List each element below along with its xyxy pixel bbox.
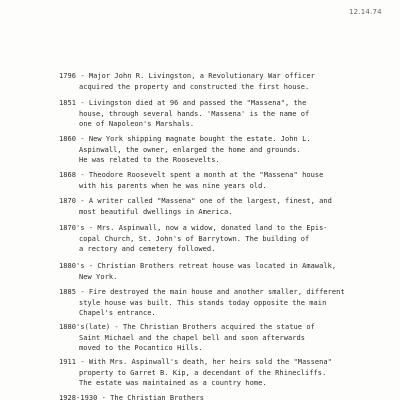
entry-line: 1880's(late) - The Christian Brothers acquired the statue of (59, 323, 315, 331)
entry-line: with his parents when he was nine years old. (79, 181, 267, 190)
entry-line: 1880's - Christian Brothers retreat house was located in Amawalk, (59, 262, 337, 270)
entry-line: copal Church, St. John's of Barrytown. The building of (79, 234, 310, 243)
timeline-entry (59, 223, 395, 255)
entry-line: Chapel's entrance. (79, 309, 156, 317)
entry-line: 1928-1930 - The Christian Brothers (59, 394, 204, 400)
entry-line: style house was built. This stands today opposite the main (79, 298, 327, 307)
timeline-entry (59, 71, 395, 92)
entry-line: 1868 - Theodore Roosevelt spent a month at the "Massena" house (59, 171, 324, 179)
entry-line: Aspinwall, the owner, enlarged the home and grounds. (79, 145, 301, 154)
entry-line: acquired the property and constructed the first house. (79, 82, 310, 91)
entry-line: He was related to the Roosevelts. (79, 156, 220, 164)
timeline-entry (59, 170, 395, 191)
timeline-entry (59, 98, 395, 130)
entry-line: 1860 - New York shipping magnate bought the estate. John L. (59, 135, 311, 143)
timeline-entry (59, 322, 395, 354)
timeline-entry (59, 287, 395, 319)
entry-line: 1851 - Livingston died at 96 and passed the "Massena", the (59, 99, 307, 107)
timeline-entry (59, 261, 395, 282)
entry-line: a rectory and cemetery followed. (79, 245, 216, 253)
entry-line: house, through several hands. 'Massena' is the name of (79, 109, 310, 118)
entry-line: property to Garret B. Kip, a decendant of the Rhinecliffs. (79, 368, 327, 377)
handwritten-reference-note: 12.14.74 (349, 8, 382, 16)
timeline-entry (59, 134, 395, 166)
entry-line: 1870 - A writer called "Massena" one of the largest, finest, and (59, 197, 332, 205)
entry-line: one of Napoleon's Marshals. (79, 120, 195, 128)
timeline-entry (59, 393, 395, 400)
entry-line: The estate was maintained as a country home. (79, 379, 267, 387)
timeline-entry (59, 357, 395, 389)
entry-line: 1870's - Mrs. Aspinwall, now a widow, donated land to the Epis- (59, 224, 328, 232)
entry-line: most beautiful dwellings in America. (79, 207, 233, 216)
entry-line: Saint Michael and the chapel bell and soon afterwards (79, 333, 306, 342)
entry-line: moved to the Pocantico Hills. (79, 344, 203, 352)
entry-line: 1911 - With Mrs. Aspinwall's death, her heirs sold the "Massena" (59, 358, 332, 366)
entry-line: New York. (79, 272, 118, 281)
entry-line: 1885 - Fire destroyed the main house and another smaller, different (59, 288, 345, 296)
timeline-entry (59, 196, 395, 217)
entry-line: 1796 - Major John R. Livingston, a Revolutionary War officer (59, 72, 315, 80)
